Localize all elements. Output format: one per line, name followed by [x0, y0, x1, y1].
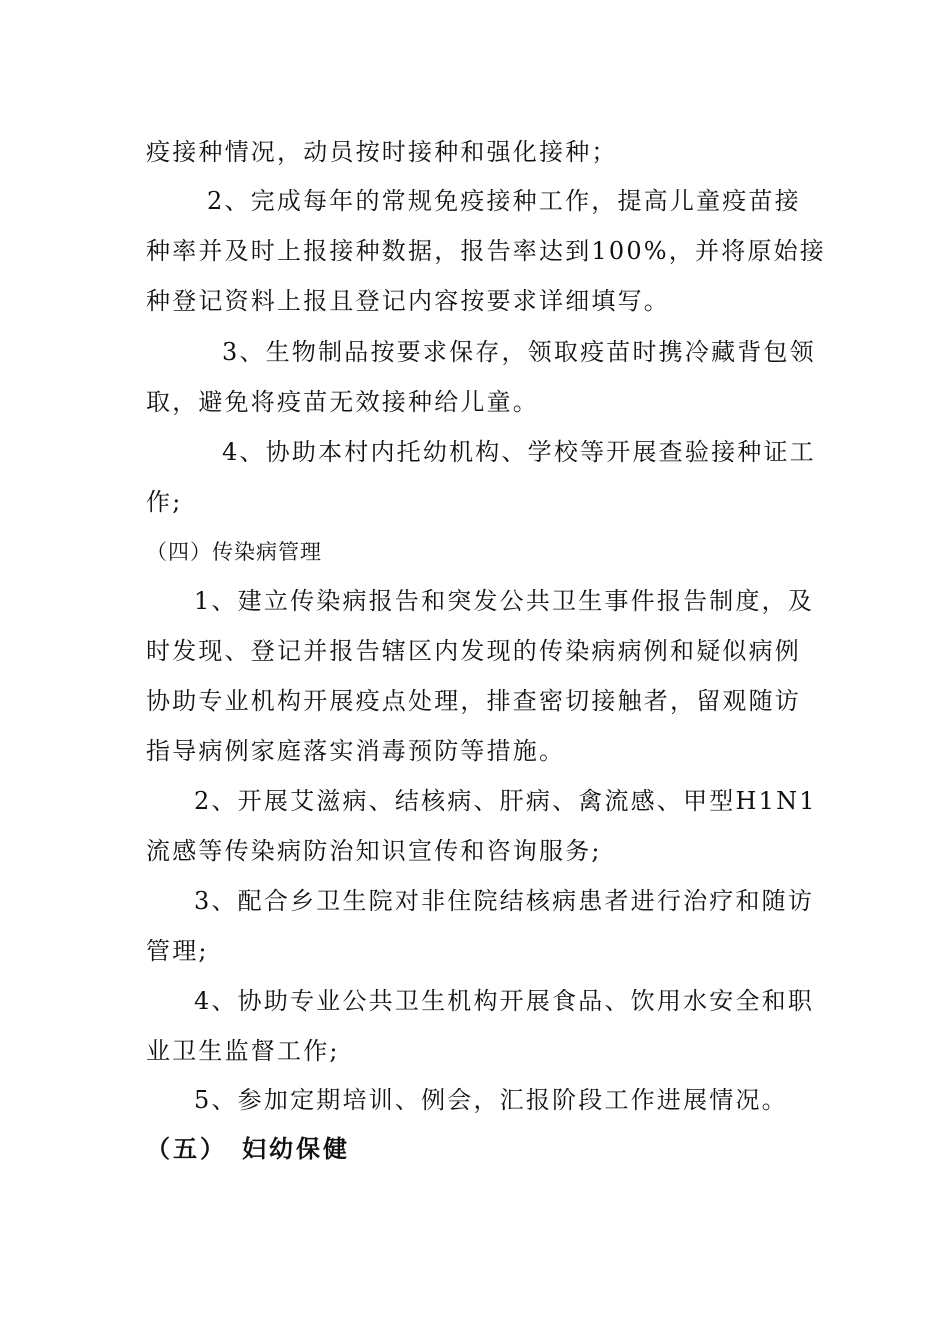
paragraph-line: 2、完成每年的常规免疫接种工作，提高儿童疫苗接	[207, 187, 801, 215]
paragraph-line: 作;	[146, 488, 183, 516]
paragraph-line: 疫接种情况，动员按时接种和强化接种；	[146, 138, 618, 166]
paragraph-line: 指导病例家庭落实消毒预防等措施。	[146, 737, 566, 765]
paragraph-line: 4、协助专业公共卫生机构开展食品、饮用水安全和职	[194, 987, 815, 1015]
paragraph-line: 流感等传染病防治知识宣传和咨询服务;	[146, 837, 602, 865]
paragraph-line: 时发现、登记并报告辖区内发现的传染病病例和疑似病例	[146, 637, 801, 665]
paragraph-line: 4、协助本村内托幼机构、学校等开展查验接种证工	[222, 438, 816, 466]
paragraph-line: 种登记资料上报且登记内容按要求详细填写。	[146, 287, 670, 315]
section-heading: （四）传染病管理	[146, 540, 322, 564]
section-heading: （五） 妇幼保健	[146, 1135, 350, 1163]
paragraph-line: 种率并及时上报接种数据，报告率达到100%，并将原始接	[146, 237, 827, 265]
paragraph-line: 1、建立传染病报告和突发公共卫生事件报告制度，及	[194, 587, 815, 615]
paragraph-line: 取，避免将疫苗无效接种给儿童。	[146, 388, 539, 416]
paragraph-line: 协助专业机构开展疫点处理，排查密切接触者，留观随访	[146, 687, 801, 715]
paragraph-line: 2、开展艾滋病、结核病、肝病、禽流感、甲型H1N1	[194, 787, 817, 815]
paragraph-line: 业卫生监督工作;	[146, 1037, 340, 1065]
paragraph-line: 5、参加定期培训、例会，汇报阶段工作进展情况。	[194, 1086, 788, 1114]
paragraph-line: 3、生物制品按要求保存，领取疫苗时携冷藏背包领	[222, 338, 816, 366]
paragraph-line: 3、配合乡卫生院对非住院结核病患者进行治疗和随访	[194, 887, 815, 915]
paragraph-line: 管理;	[146, 937, 209, 965]
